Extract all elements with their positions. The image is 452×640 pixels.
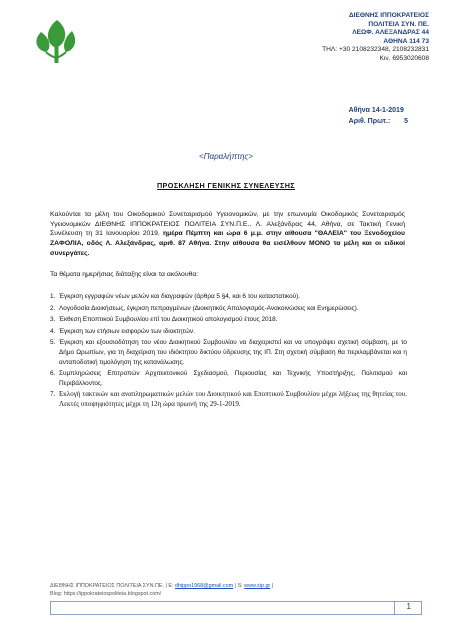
agenda-item xyxy=(50,292,407,302)
intro-bold-text: ημέρα Πέμπτη και ώρα 6 μ.μ. στην αίθουσα "ΘΑΛΕΙΑ" του Ξενοδοχείου ΖΑФОЛΙΑ, οδός Λ. Αλεξάνδρας, αριθ. 87 Αθήνα. Στην αίθουσα θα εισέλθουν ΜΟΝΟ τα μέλη και οι ειδικοί συνεργάτες. xyxy=(50,230,405,257)
agenda-item xyxy=(50,315,407,325)
agenda-intro: Τα θέματα ημερήσιας διάταξης είναι τα ακόλουθα: xyxy=(50,271,199,278)
footer xyxy=(50,583,273,599)
letter-date: Αθήνα 14-1-2019 xyxy=(348,107,404,114)
page-number-divider xyxy=(394,602,395,614)
agenda-item-number: 1. xyxy=(50,293,56,300)
leaf-logo-icon xyxy=(30,14,82,66)
footer-blog-url[interactable]: https://ippokrateiospoliteia.blogspot.com/ xyxy=(63,590,162,597)
intro-paragraph xyxy=(50,210,405,259)
agenda-item-text: Έκθεση Εποπτικού Συμβουλίου επί του Διοικητικού απολογισμού έτους 2018. xyxy=(59,316,278,324)
footer-contact-line: ΔΙΕΘΝΗΣ ΙΠΠΟΚΡΑΤΕΙΟΣ ΠΟΛΙΤΕΙΑ ΣΥΝ.ΠΕ. | E: dhippo1968@gmail.com | S: www.sip.gr | xyxy=(50,583,274,589)
date-block xyxy=(349,105,408,127)
recipient-placeholder: <Παραλήπτης> xyxy=(199,152,253,161)
protocol-number: 5 xyxy=(404,118,408,125)
protocol-label: Αριθ. Πρωτ.: xyxy=(348,118,391,125)
footer-org: ΔΙΕΘΝΗΣ ΙΠΠΟΚΡΑΤΕΙΟΣ ΠΟΛΙΤΕΙΑ ΣΥΝ.ΠΕ. xyxy=(50,583,164,589)
agenda-item-number: 7. xyxy=(50,390,56,399)
org-name-line2: ΠΟΛΙΤΕΙΑ ΣΥΝ. ΠΕ. xyxy=(368,20,429,28)
protocol-line xyxy=(349,116,408,127)
agenda-item xyxy=(50,304,407,314)
footer-email-label: E: xyxy=(168,583,174,589)
document-title: ΠΡΟΣΚΛΗΣΗ ΓΕΝΙΚΗΣ ΣΥΝΕΛΕΥΣΗΣ xyxy=(156,181,296,190)
agenda-item-text: Συμπληρώσεις Επιτροπών Αρχιτεκτονικού Σχεδιασμού, Περιουσίας και Τεχνικής Υποστήριξης, Πολιτισμού και Περιβάλλοντος. xyxy=(59,370,407,387)
org-address-line2: ΑΘΗΝΑ 114 73 xyxy=(383,37,429,45)
agenda-item-number: 2. xyxy=(50,304,56,312)
agenda-item-number: 3. xyxy=(50,316,56,324)
footer-email-link[interactable]: dhippo1968@gmail.com xyxy=(174,583,234,589)
page-number-box xyxy=(50,601,422,615)
footer-site-link[interactable]: www.sip.gr xyxy=(244,583,271,589)
footer-site-label: S: xyxy=(237,583,243,589)
agenda-item xyxy=(50,327,407,337)
org-mobile: Κιν. 6953020608 xyxy=(379,54,429,62)
agenda-item-text: Έγκριση εγγραφών νέων μελών και διαγραφών (άρθρα 5 §4, και 6 του καταστατικού). xyxy=(59,293,301,300)
agenda-item xyxy=(50,390,407,409)
agenda-item-number: 4. xyxy=(50,327,56,335)
footer-blog-label: Blog: xyxy=(50,590,63,597)
agenda-item-text: Έγκριση των ετήσιων εισφορών των ιδιοκτητών. xyxy=(59,327,195,335)
agenda-item-number: 5. xyxy=(50,339,56,347)
organization-header xyxy=(322,12,429,64)
agenda-list xyxy=(50,292,407,412)
agenda-item xyxy=(50,338,407,367)
org-name-line1: ΔΙΕΘΝΗΣ ΙΠΠΟΚΡΑΤΕΙΟΣ xyxy=(348,12,429,19)
footer-blog-line xyxy=(50,591,273,599)
org-phone: ΤΗΛ: +30 2108232348, 2108232831 xyxy=(322,46,429,54)
intro-text: Καλούνται τα μέλη του Οικοδομικού Συνεταιρισμού Υγειονομικών, με την επωνυμία Οικοδομικός Συνεταιρισμός Υγειονομικών ΔΙΕΘΝΗΣ ΙΠΠΟΚΡΑΤΕΙΟΣ ΠΟΛΙΤΕΙΑ ΣΥΝ.Π.Ε., Λ. Αλεξάνδρας 44, Αθήνα, σε Τακτική Γενική Συνέλευση τη 31 Ιανουαρίου 2019, xyxy=(50,211,405,238)
agenda-item-text: Έγκριση και εξουσιοδότηση του νέου Διοικητικού Συμβουλίου να διαχειριστεί και να υπογράψει σχετική σύμβαση, με το Δήμο Ωρωπίων, για τη διαχείριση του ιδιόκτητου δικτύου ύδρευσης της ΙΠ. Στη σχετική σύμβαση θα περιλαμβάνεται και η ανταποδοτική τιμολόγηση της κατανάλωσης. xyxy=(59,339,407,366)
agenda-item-text: Λογοδοσία Διοικήσεως, έγκριση πεπραγμένων (Διοικητικός Απολογισμός-Ανακοινώσεις και Ενημερώσεις). xyxy=(59,304,359,312)
agenda-item xyxy=(50,369,407,388)
org-address-line1: ΛΕΩΦ. ΑΛΕΞΑΝΔΡΑΣ 44 xyxy=(352,29,429,37)
page-number: 1 xyxy=(406,602,411,611)
agenda-item-text: Εκλογή τακτικών και αναπληρωματικών μελών του Διοικητικού και Εποπτικού Συμβουλίου μέχρι λήξεως της θητείας του. Λεκτές υποψηφιότητες μέχρι τη 12η ώρα πρωινή της 29-1-2019. xyxy=(59,390,407,408)
agenda-item-number: 6. xyxy=(50,370,56,378)
